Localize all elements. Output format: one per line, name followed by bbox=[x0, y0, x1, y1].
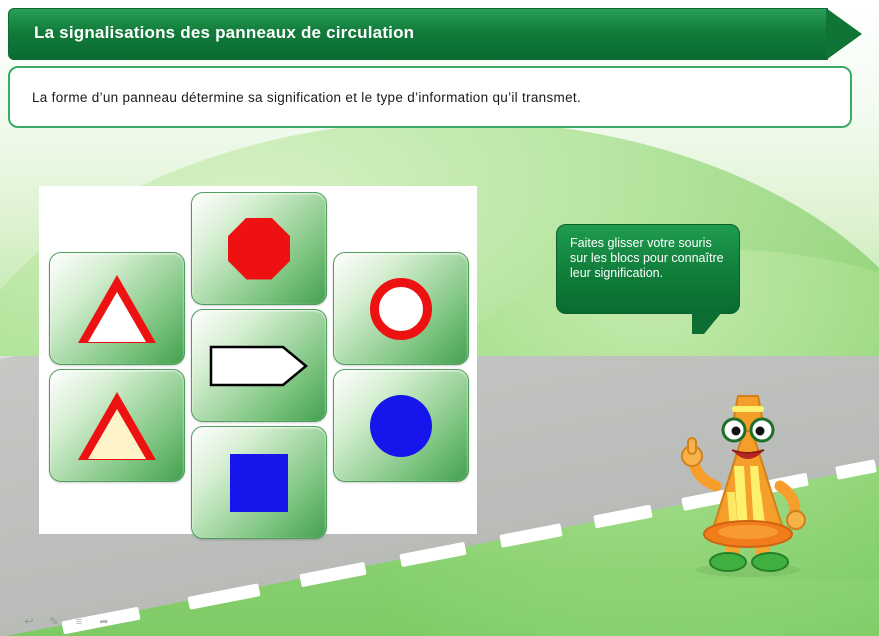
mascot-cone-character bbox=[672, 382, 820, 578]
block-arrow[interactable] bbox=[191, 309, 327, 422]
block-triangle-yellow[interactable] bbox=[49, 369, 185, 482]
circle-blue-solid-icon bbox=[370, 395, 432, 457]
title-banner bbox=[8, 8, 860, 60]
tooltip-bubble bbox=[556, 224, 740, 314]
tooltip-bubble-tail bbox=[692, 312, 722, 334]
pencil-icon[interactable]: ✎ bbox=[49, 616, 59, 628]
page-title: La signalisations des panneaux de circulation bbox=[34, 23, 415, 42]
instruction-box bbox=[8, 66, 852, 128]
block-circle-ring[interactable] bbox=[333, 252, 469, 365]
title-banner-arrow bbox=[826, 8, 862, 60]
octagon-red-icon bbox=[228, 218, 290, 280]
triangle-outline-red-white-icon bbox=[78, 275, 156, 343]
lines-icon[interactable]: ≡ bbox=[75, 616, 83, 628]
arrow-pointer-white-icon bbox=[209, 344, 309, 388]
block-square[interactable] bbox=[191, 426, 327, 539]
block-octagon[interactable] bbox=[191, 192, 327, 305]
circle-red-ring-icon bbox=[370, 278, 432, 340]
back-icon[interactable]: ↩ bbox=[24, 616, 34, 628]
tooltip-text: Faites glisser votre souris sur les blocs pour connaître leur signification. bbox=[570, 236, 724, 280]
bottom-toolbar[interactable] bbox=[22, 616, 111, 628]
square-blue-icon bbox=[230, 454, 288, 512]
blocks-panel bbox=[39, 186, 477, 534]
block-triangle-white[interactable] bbox=[49, 252, 185, 365]
triangle-outline-red-yellow-icon bbox=[78, 392, 156, 460]
cursor-icon[interactable]: ➦ bbox=[99, 616, 109, 628]
instruction-text: La forme d’un panneau détermine sa signification et le type d’information qu’il transmet. bbox=[32, 90, 581, 105]
block-circle-solid[interactable] bbox=[333, 369, 469, 482]
